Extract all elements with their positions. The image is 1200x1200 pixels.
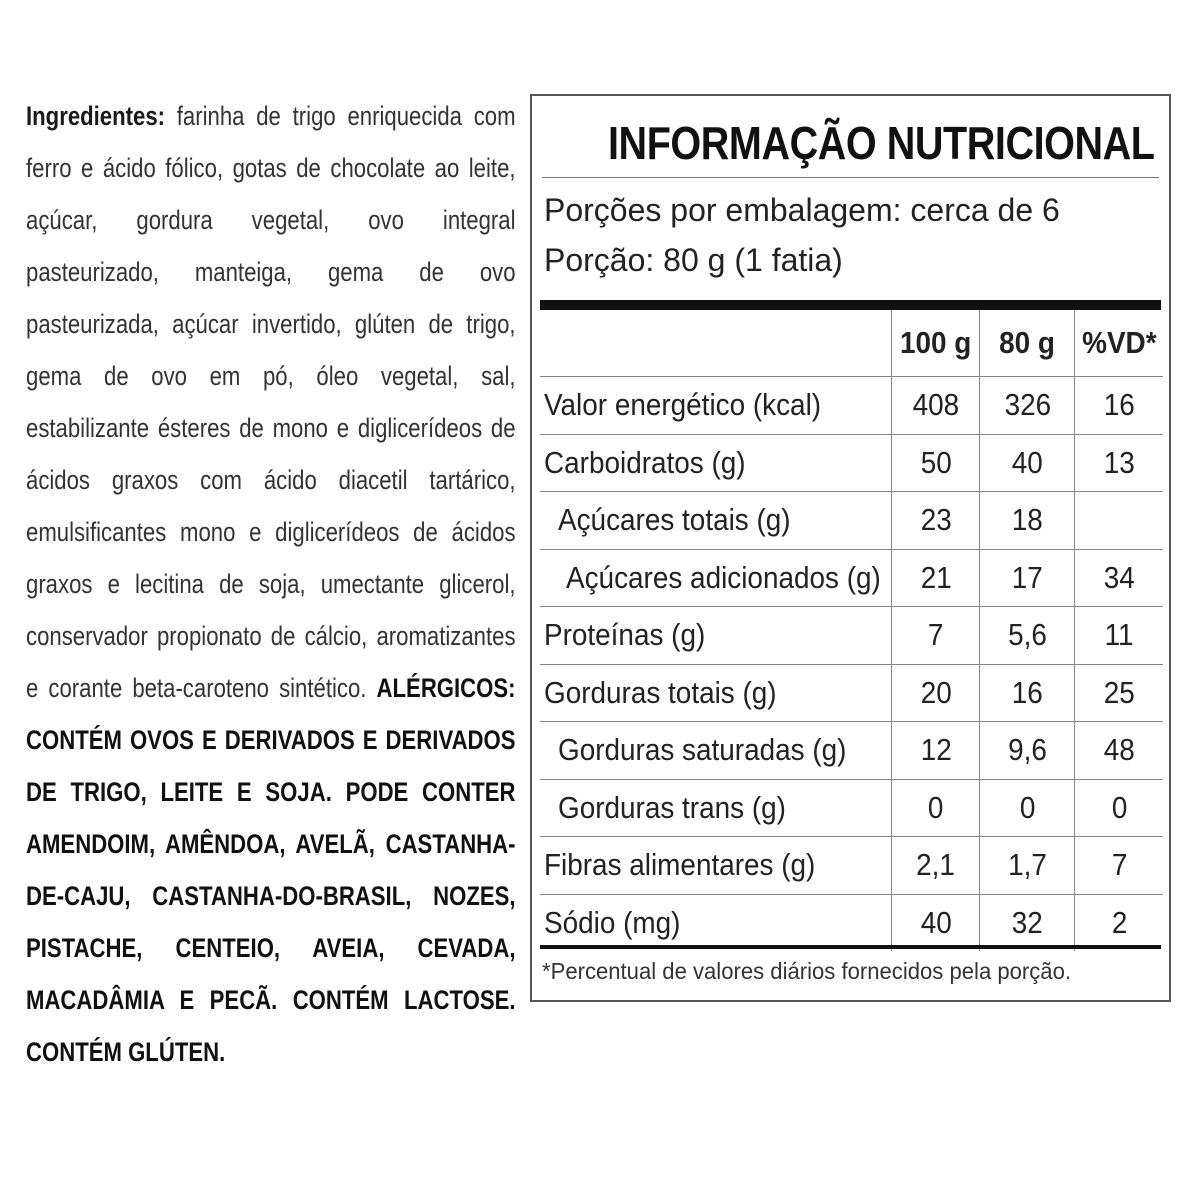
ingredients-list: farinha de trigo enriquecida com ferro e ácido fólico, gotas de chocolate ao leite, açúcar, gordura vegetal, ovo integral pasteurizado, manteiga, gema de ovo pasteurizada, açúcar invertido, glúten de trigo, gema de ovo em pó, óleo vegetal, sal, estabilizante ésteres de mono e diglicerídeos de ácidos graxos com ácido diacetil tartárico, emulsificantes mono e diglicerídeos de ácidos graxos e lecitina de soja, umectante glicerol, conservador propionato de cálcio, aromatizantes e corante beta-caroteno sintético. (26, 101, 516, 703)
table-row (540, 607, 1163, 665)
nutrient-name: Gorduras trans (g) (558, 789, 786, 825)
table-row (540, 780, 1163, 838)
value-vd (1074, 492, 1164, 549)
value-80g: 18 (979, 492, 1075, 549)
table-row (540, 435, 1163, 493)
column-header-100g: 100 g (891, 310, 980, 376)
value-100g: 23 (891, 492, 980, 549)
table-header-row (540, 310, 1163, 377)
value-100g: 7 (891, 607, 980, 664)
nutrient-name: Proteínas (g) (544, 617, 706, 653)
value-80g: 16 (979, 665, 1075, 722)
header-blank (540, 310, 890, 376)
nutrient-name: Gorduras totais (g) (544, 674, 777, 710)
value-80g: 326 (979, 377, 1075, 434)
nutrient-name: Valor energético (kcal) (544, 387, 822, 423)
value-80g: 17 (979, 550, 1075, 607)
nutrient-name: Sódio (mg) (544, 904, 681, 940)
table-row (540, 722, 1163, 780)
value-100g: 20 (891, 665, 980, 722)
nutrition-facts-panel (530, 94, 1171, 1002)
table-row (540, 837, 1163, 895)
nutrient-name: Açúcares totais (g) (558, 502, 791, 538)
value-vd: 48 (1074, 722, 1164, 779)
nutrient-name: Açúcares adicionados (g) (566, 559, 881, 595)
value-100g: 40 (891, 895, 980, 952)
value-vd: 7 (1074, 837, 1164, 894)
nutrition-title: INFORMAÇÃO NUTRICIONAL (608, 117, 1155, 169)
value-80g: 9,6 (979, 722, 1075, 779)
value-80g: 0 (979, 780, 1075, 837)
column-header-vd: %VD* (1074, 310, 1164, 376)
servings-per-package: Porções por embalagem: cerca de 6 (544, 192, 1060, 228)
bottom-divider (540, 945, 1161, 949)
thick-divider (540, 300, 1161, 310)
value-100g: 21 (891, 550, 980, 607)
value-80g: 1,7 (979, 837, 1075, 894)
nutrient-name: Fibras alimentares (g) (544, 847, 816, 883)
serving-size: Porção: 80 g (1 fatia) (544, 242, 843, 278)
value-80g: 40 (979, 435, 1075, 492)
column-header-80g: 80 g (979, 310, 1075, 376)
allergen-warning: ALÉRGICOS: CONTÉM OVOS E DERIVADOS E DERIVADOS DE TRIGO, LEITE E SOJA. PODE CONTER AMENDOIM, AMÊNDOA, AVELÃ, CASTANHA-DE-CAJU, CASTANHA-DO-BRASIL, NOZES, PISTACHE, CENTEIO, AVEIA, CEVADA, MACADÂMIA E PECÃ. CONTÉM LACTOSE. CONTÉM GLÚTEN. (26, 673, 516, 1067)
value-vd: 0 (1074, 780, 1164, 837)
value-vd: 25 (1074, 665, 1164, 722)
table-row (540, 550, 1163, 608)
nutrition-table (540, 310, 1163, 951)
table-row (540, 492, 1163, 550)
value-100g: 50 (891, 435, 980, 492)
value-100g: 2,1 (891, 837, 980, 894)
value-vd: 34 (1074, 550, 1164, 607)
value-vd: 13 (1074, 435, 1164, 492)
value-vd: 2 (1074, 895, 1164, 952)
ingredients-text (26, 90, 516, 1078)
value-80g: 5,6 (979, 607, 1075, 664)
value-vd: 16 (1074, 377, 1164, 434)
daily-value-footnote: *Percentual de valores diários fornecidos pela porção. (542, 958, 1072, 984)
table-row (540, 665, 1163, 723)
nutrient-name: Carboidratos (g) (544, 444, 746, 480)
value-100g: 12 (891, 722, 980, 779)
value-100g: 0 (891, 780, 980, 837)
table-row (540, 377, 1163, 435)
ingredients-label: Ingredientes: (26, 101, 166, 131)
nutrient-name: Gorduras saturadas (g) (558, 732, 847, 768)
table-row (540, 895, 1163, 952)
value-100g: 408 (891, 377, 980, 434)
value-vd: 11 (1074, 607, 1164, 664)
value-80g: 32 (979, 895, 1075, 952)
title-divider (542, 177, 1159, 178)
